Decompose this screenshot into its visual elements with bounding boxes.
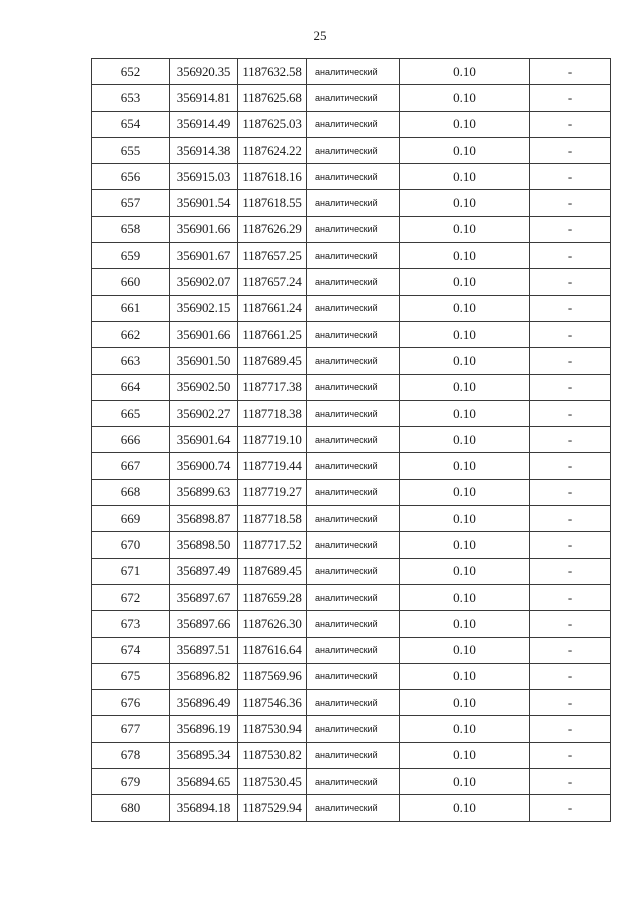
method-cell: аналитический [307,164,400,190]
note-cell: - [530,663,611,689]
accuracy-cell: 0.10 [400,453,530,479]
x-coordinate-cell: 356897.66 [170,611,238,637]
note-cell: - [530,164,611,190]
table-row [92,479,611,505]
x-coordinate-cell: 356901.67 [170,243,238,269]
table-row [92,85,611,111]
y-coordinate-cell: 1187625.03 [238,111,307,137]
point-number-cell: 680 [92,795,170,821]
x-coordinate-cell: 356901.66 [170,216,238,242]
note-cell: - [530,190,611,216]
method-cell: аналитический [307,716,400,742]
table-row [92,374,611,400]
x-coordinate-cell: 356902.50 [170,374,238,400]
x-coordinate-cell: 356896.82 [170,663,238,689]
note-cell: - [530,584,611,610]
point-number-cell: 673 [92,611,170,637]
method-cell: аналитический [307,400,400,426]
note-cell: - [530,558,611,584]
point-number-cell: 657 [92,190,170,216]
note-cell: - [530,769,611,795]
table-row [92,243,611,269]
accuracy-cell: 0.10 [400,532,530,558]
x-coordinate-cell: 356894.65 [170,769,238,795]
note-cell: - [530,137,611,163]
x-coordinate-cell: 356899.63 [170,479,238,505]
accuracy-cell: 0.10 [400,243,530,269]
accuracy-cell: 0.10 [400,427,530,453]
method-cell: аналитический [307,769,400,795]
y-coordinate-cell: 1187657.24 [238,269,307,295]
point-number-cell: 660 [92,269,170,295]
accuracy-cell: 0.10 [400,85,530,111]
table-row [92,690,611,716]
note-cell: - [530,374,611,400]
accuracy-cell: 0.10 [400,479,530,505]
point-number-cell: 655 [92,137,170,163]
y-coordinate-cell: 1187661.25 [238,321,307,347]
point-number-cell: 671 [92,558,170,584]
accuracy-cell: 0.10 [400,111,530,137]
method-cell: аналитический [307,742,400,768]
x-coordinate-cell: 356897.49 [170,558,238,584]
note-cell: - [530,216,611,242]
note-cell: - [530,795,611,821]
y-coordinate-cell: 1187632.58 [238,59,307,85]
accuracy-cell: 0.10 [400,795,530,821]
method-cell: аналитический [307,321,400,347]
point-number-cell: 674 [92,637,170,663]
point-number-cell: 672 [92,584,170,610]
point-number-cell: 670 [92,532,170,558]
table-row [92,506,611,532]
x-coordinate-cell: 356901.66 [170,321,238,347]
table-row [92,584,611,610]
x-coordinate-cell: 356920.35 [170,59,238,85]
point-number-cell: 669 [92,506,170,532]
note-cell: - [530,453,611,479]
table-row [92,400,611,426]
method-cell: аналитический [307,59,400,85]
note-cell: - [530,532,611,558]
accuracy-cell: 0.10 [400,690,530,716]
method-cell: аналитический [307,795,400,821]
table-row [92,532,611,558]
table-row [92,742,611,768]
note-cell: - [530,690,611,716]
method-cell: аналитический [307,374,400,400]
x-coordinate-cell: 356896.49 [170,690,238,716]
accuracy-cell: 0.10 [400,742,530,768]
y-coordinate-cell: 1187569.96 [238,663,307,689]
point-number-cell: 652 [92,59,170,85]
x-coordinate-cell: 356902.15 [170,295,238,321]
note-cell: - [530,243,611,269]
point-number-cell: 653 [92,85,170,111]
method-cell: аналитический [307,111,400,137]
x-coordinate-cell: 356901.64 [170,427,238,453]
table-row [92,558,611,584]
accuracy-cell: 0.10 [400,321,530,347]
method-cell: аналитический [307,663,400,689]
note-cell: - [530,400,611,426]
accuracy-cell: 0.10 [400,611,530,637]
note-cell: - [530,348,611,374]
table-row [92,321,611,347]
x-coordinate-cell: 356914.38 [170,137,238,163]
point-number-cell: 658 [92,216,170,242]
y-coordinate-cell: 1187659.28 [238,584,307,610]
accuracy-cell: 0.10 [400,164,530,190]
x-coordinate-cell: 356896.19 [170,716,238,742]
y-coordinate-cell: 1187718.58 [238,506,307,532]
note-cell: - [530,479,611,505]
x-coordinate-cell: 356898.50 [170,532,238,558]
table-row [92,164,611,190]
x-coordinate-cell: 356897.67 [170,584,238,610]
y-coordinate-cell: 1187717.52 [238,532,307,558]
point-number-cell: 659 [92,243,170,269]
x-coordinate-cell: 356902.07 [170,269,238,295]
note-cell: - [530,321,611,347]
x-coordinate-cell: 356900.74 [170,453,238,479]
point-number-cell: 666 [92,427,170,453]
note-cell: - [530,111,611,137]
accuracy-cell: 0.10 [400,269,530,295]
y-coordinate-cell: 1187618.55 [238,190,307,216]
method-cell: аналитический [307,637,400,663]
point-number-cell: 663 [92,348,170,374]
point-number-cell: 664 [92,374,170,400]
method-cell: аналитический [307,479,400,505]
y-coordinate-cell: 1187719.27 [238,479,307,505]
coordinates-table-body [92,59,611,822]
y-coordinate-cell: 1187626.30 [238,611,307,637]
accuracy-cell: 0.10 [400,637,530,663]
point-number-cell: 675 [92,663,170,689]
table-row [92,216,611,242]
table-row [92,795,611,821]
note-cell: - [530,59,611,85]
point-number-cell: 677 [92,716,170,742]
y-coordinate-cell: 1187530.94 [238,716,307,742]
x-coordinate-cell: 356915.03 [170,164,238,190]
point-number-cell: 679 [92,769,170,795]
accuracy-cell: 0.10 [400,506,530,532]
method-cell: аналитический [307,269,400,295]
x-coordinate-cell: 356901.54 [170,190,238,216]
table-row [92,427,611,453]
point-number-cell: 654 [92,111,170,137]
method-cell: аналитический [307,348,400,374]
x-coordinate-cell: 356894.18 [170,795,238,821]
method-cell: аналитический [307,216,400,242]
table-row [92,295,611,321]
accuracy-cell: 0.10 [400,663,530,689]
method-cell: аналитический [307,558,400,584]
table-row [92,769,611,795]
method-cell: аналитический [307,584,400,610]
note-cell: - [530,427,611,453]
accuracy-cell: 0.10 [400,137,530,163]
note-cell: - [530,742,611,768]
coordinates-table [91,58,611,822]
x-coordinate-cell: 356895.34 [170,742,238,768]
y-coordinate-cell: 1187718.38 [238,400,307,426]
accuracy-cell: 0.10 [400,716,530,742]
point-number-cell: 678 [92,742,170,768]
y-coordinate-cell: 1187657.25 [238,243,307,269]
method-cell: аналитический [307,532,400,558]
x-coordinate-cell: 356914.81 [170,85,238,111]
method-cell: аналитический [307,85,400,111]
note-cell: - [530,637,611,663]
y-coordinate-cell: 1187719.44 [238,453,307,479]
x-coordinate-cell: 356902.27 [170,400,238,426]
x-coordinate-cell: 356897.51 [170,637,238,663]
table-row [92,269,611,295]
note-cell: - [530,611,611,637]
table-row [92,111,611,137]
method-cell: аналитический [307,190,400,216]
method-cell: аналитический [307,427,400,453]
table-row [92,611,611,637]
table-row [92,137,611,163]
accuracy-cell: 0.10 [400,295,530,321]
accuracy-cell: 0.10 [400,348,530,374]
point-number-cell: 676 [92,690,170,716]
table-row [92,663,611,689]
point-number-cell: 667 [92,453,170,479]
y-coordinate-cell: 1187624.22 [238,137,307,163]
point-number-cell: 661 [92,295,170,321]
y-coordinate-cell: 1187626.29 [238,216,307,242]
note-cell: - [530,269,611,295]
y-coordinate-cell: 1187717.38 [238,374,307,400]
table-row [92,637,611,663]
method-cell: аналитический [307,243,400,269]
y-coordinate-cell: 1187689.45 [238,348,307,374]
accuracy-cell: 0.10 [400,190,530,216]
point-number-cell: 656 [92,164,170,190]
y-coordinate-cell: 1187618.16 [238,164,307,190]
point-number-cell: 662 [92,321,170,347]
y-coordinate-cell: 1187661.24 [238,295,307,321]
y-coordinate-cell: 1187616.64 [238,637,307,663]
note-cell: - [530,85,611,111]
table-row [92,348,611,374]
point-number-cell: 668 [92,479,170,505]
accuracy-cell: 0.10 [400,400,530,426]
accuracy-cell: 0.10 [400,769,530,795]
method-cell: аналитический [307,137,400,163]
x-coordinate-cell: 356901.50 [170,348,238,374]
y-coordinate-cell: 1187530.82 [238,742,307,768]
method-cell: аналитический [307,506,400,532]
note-cell: - [530,295,611,321]
x-coordinate-cell: 356898.87 [170,506,238,532]
table-row [92,190,611,216]
accuracy-cell: 0.10 [400,216,530,242]
y-coordinate-cell: 1187719.10 [238,427,307,453]
accuracy-cell: 0.10 [400,584,530,610]
table-row [92,716,611,742]
y-coordinate-cell: 1187530.45 [238,769,307,795]
point-number-cell: 665 [92,400,170,426]
y-coordinate-cell: 1187529.94 [238,795,307,821]
note-cell: - [530,506,611,532]
method-cell: аналитический [307,690,400,716]
accuracy-cell: 0.10 [400,59,530,85]
accuracy-cell: 0.10 [400,558,530,584]
y-coordinate-cell: 1187546.36 [238,690,307,716]
method-cell: аналитический [307,295,400,321]
method-cell: аналитический [307,453,400,479]
y-coordinate-cell: 1187689.45 [238,558,307,584]
x-coordinate-cell: 356914.49 [170,111,238,137]
table-row [92,453,611,479]
table-row [92,59,611,85]
note-cell: - [530,716,611,742]
accuracy-cell: 0.10 [400,374,530,400]
page-number: 25 [313,28,327,43]
method-cell: аналитический [307,611,400,637]
y-coordinate-cell: 1187625.68 [238,85,307,111]
